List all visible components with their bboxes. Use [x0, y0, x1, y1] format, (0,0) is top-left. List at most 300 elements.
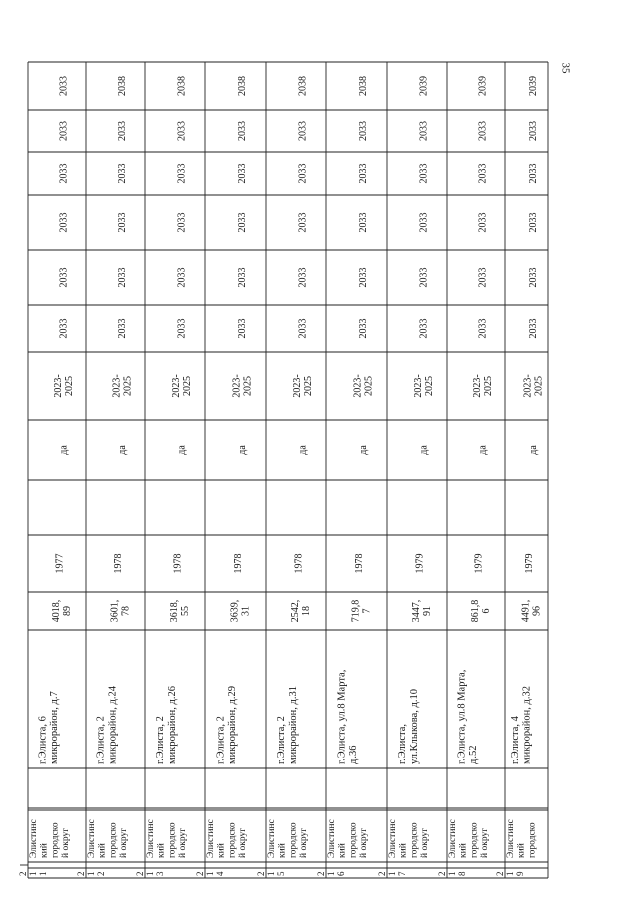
year-2-cell-line: 2033 [418, 267, 430, 288]
period-cell [53, 374, 75, 397]
flag-cell [59, 445, 70, 455]
year-3-cell [237, 213, 248, 233]
period-cell-line: 2025 [424, 376, 435, 396]
year-1-cell-line: 2033 [58, 318, 70, 339]
year-4-cell [358, 164, 369, 184]
built-year-cell [233, 554, 244, 574]
year-1-cell-line: 2033 [297, 318, 309, 339]
address-cell-line: г.Элиста, 2 [95, 716, 107, 764]
period-cell [232, 374, 254, 397]
flag-cell [478, 445, 489, 455]
year-6-cell-line: 2039 [528, 76, 539, 96]
district-cell-line: й округ [479, 827, 490, 858]
area-cell-line: 3618, [169, 599, 180, 623]
area-cell-line: 31 [240, 606, 252, 616]
year-2-cell-line: 2033 [528, 267, 539, 288]
flag-cell [528, 445, 539, 455]
period-cell-line: 2023- [352, 374, 364, 398]
area-cell-line: 2542, [290, 599, 301, 623]
period-cell-line: 2023- [413, 374, 424, 398]
district-cell-line: городско [527, 822, 538, 858]
district-cell [146, 819, 188, 858]
flag-cell-line: да [528, 445, 539, 455]
period-cell-line: 2023- [292, 374, 303, 398]
row-number-cell-line: 6 [336, 871, 347, 876]
built-year-cell [173, 554, 184, 574]
built-year-cell-line: 1977 [54, 553, 66, 574]
row-number-cell-line: 1 [28, 871, 39, 876]
year-5-cell [478, 121, 489, 141]
year-3-cell-line: 2033 [528, 212, 539, 233]
built-year-cell [354, 554, 365, 574]
address-cell-line: микрорайон, д.7 [49, 691, 61, 764]
area-cell-line: 6 [481, 608, 492, 614]
built-year-cell [55, 554, 66, 574]
year-5-cell-line: 2033 [297, 121, 309, 141]
year-2-cell [298, 268, 309, 288]
district-cell-line: Элистинс [146, 819, 156, 858]
year-3-cell-line: 2033 [176, 212, 188, 233]
built-year-cell-line: 1978 [172, 553, 184, 574]
district-cell-line: кий [156, 843, 167, 858]
year-6-cell-line: 2039 [418, 76, 430, 96]
flag-cell [117, 445, 128, 455]
row-number-cell-line: 1 [266, 871, 277, 876]
address-cell-line: г.Элиста, ул.8 Марта, [336, 669, 348, 764]
period-cell-line: 2023- [171, 374, 182, 398]
row-number-cell [377, 871, 407, 876]
flag-cell-line: да [297, 445, 309, 455]
year-1-cell-line: 2033 [176, 318, 188, 339]
period-cell-line: 2023- [53, 374, 64, 398]
year-3-cell-line: 2033 [477, 212, 489, 233]
period-cell [523, 374, 545, 397]
year-6-cell [358, 76, 369, 96]
year-6-cell-line: 2038 [358, 76, 369, 96]
period-cell [171, 374, 193, 397]
period-cell-line: 2023- [472, 374, 483, 398]
year-4-cell-line: 2033 [297, 163, 309, 184]
year-5-cell-line: 2033 [528, 121, 539, 141]
district-cell [206, 819, 248, 858]
year-4-cell [237, 164, 248, 184]
year-1-cell-line: 2033 [477, 318, 489, 339]
row-number-cell-line: 2 [96, 871, 107, 876]
district-cell-line: кий [97, 843, 108, 858]
built-year-cell-line: 1979 [414, 553, 426, 574]
district-cell-line: городско [469, 822, 480, 858]
year-3-cell-line: 2033 [418, 212, 430, 233]
period-cell-line: 2025 [242, 376, 254, 396]
district-cell-line: Элистинс [267, 819, 277, 858]
row-number-cell-line: 1 [326, 871, 337, 876]
row-number-cell-line: 2 [135, 871, 145, 876]
address-cell-line: д.36 [348, 745, 360, 764]
year-1-cell [358, 319, 369, 339]
address-cell [96, 685, 119, 764]
row-number-cell-line: 3 [155, 871, 166, 876]
row-number-cell [76, 872, 106, 877]
flag-cell-line: да [418, 445, 430, 455]
row-number-cell-line: 7 [397, 871, 408, 876]
period-cell [112, 374, 134, 397]
year-5-cell-line: 2033 [237, 121, 248, 141]
area-cell [230, 600, 252, 623]
district-cell [506, 819, 537, 858]
year-3-cell [177, 213, 188, 233]
area-cell-line: 96 [531, 606, 543, 616]
period-cell [472, 374, 494, 397]
row-number-cell [316, 871, 346, 876]
row-number-cell-line: 2 [18, 871, 28, 876]
area-cell-line: 3639, [229, 599, 241, 623]
district-cell-line: й округ [358, 827, 369, 858]
year-3-cell-line: 2033 [237, 212, 248, 233]
flag-cell [358, 445, 369, 455]
area-cell-line: 4491, [520, 599, 532, 623]
address-cell [155, 686, 178, 764]
period-cell-line: 2025 [533, 376, 545, 396]
year-5-cell-line: 2033 [58, 121, 70, 141]
row-number-cell [18, 872, 48, 877]
district-cell-line: й округ [177, 827, 188, 858]
period-cell-line: 2025 [64, 376, 75, 396]
area-cell-line: 18 [301, 606, 312, 616]
year-6-cell-line: 2038 [297, 76, 309, 96]
built-year-cell-line: 1979 [524, 553, 535, 574]
built-year-cell [524, 554, 535, 574]
year-2-cell-line: 2033 [58, 267, 70, 288]
district-cell [87, 819, 129, 858]
row-number-cell-line: 1 [145, 871, 156, 876]
period-cell [413, 374, 435, 397]
district-cell-line: Элистинс [388, 819, 398, 858]
flag-cell-line: да [477, 445, 489, 455]
address-cell-line: г.Элиста, 2 [215, 716, 227, 764]
area-cell-line: 3601, [109, 599, 121, 623]
flag-cell-line: да [117, 445, 128, 455]
year-2-cell [177, 268, 188, 288]
year-2-cell [237, 268, 248, 288]
area-cell [51, 600, 73, 623]
year-5-cell [117, 121, 128, 141]
flag-cell-line: да [176, 445, 188, 455]
year-4-cell-line: 2033 [176, 163, 188, 184]
area-cell-line: 719,8 [350, 599, 362, 623]
year-6-cell-line: 2038 [176, 76, 188, 96]
year-5-cell-line: 2033 [358, 121, 369, 141]
area-cell-line: 78 [120, 606, 132, 616]
period-cell-line: 2025 [303, 376, 314, 396]
year-4-cell [59, 164, 70, 184]
area-cell [521, 600, 543, 623]
row-number-cell-line: 8 [457, 871, 468, 876]
address-cell-line: микрорайон, д.24 [107, 686, 119, 764]
year-5-cell [237, 121, 248, 141]
built-year-cell-line: 1979 [473, 553, 485, 574]
year-1-cell-line: 2033 [237, 318, 248, 339]
address-cell-line: микрорайон, д.31 [287, 686, 299, 764]
flag-cell-line: да [358, 445, 369, 455]
year-1-cell [177, 319, 188, 339]
built-year-cell-line: 1978 [293, 553, 305, 574]
year-2-cell-line: 2033 [358, 267, 369, 288]
row-number-cell [195, 871, 225, 876]
area-cell [411, 600, 433, 623]
row-number-cell [437, 871, 467, 876]
built-year-cell-line: 1978 [354, 553, 365, 574]
district-cell-line: й округ [298, 827, 309, 858]
year-4-cell [419, 164, 430, 184]
address-cell-line: ул.Клыкова, д.10 [408, 689, 420, 764]
year-4-cell-line: 2033 [418, 163, 430, 184]
row-number-cell-line: 4 [215, 871, 226, 876]
year-1-cell [237, 319, 248, 339]
year-2-cell-line: 2033 [176, 267, 188, 288]
period-cell-line: 2023- [522, 374, 534, 398]
district-cell [29, 819, 71, 858]
built-year-cell-line: 1978 [113, 553, 124, 574]
year-5-cell-line: 2033 [477, 121, 489, 141]
district-cell [327, 819, 369, 858]
year-6-cell [177, 76, 188, 96]
area-cell [470, 600, 492, 623]
year-3-cell [528, 213, 539, 233]
year-5-cell-line: 2033 [117, 121, 128, 141]
row-number-cell [495, 871, 525, 876]
row-number-cell-line: 1 [38, 871, 49, 876]
flag-cell [177, 445, 188, 455]
district-cell-line: Элистинс [206, 819, 216, 858]
row-number-cell-line: 1 [505, 871, 516, 876]
row-number-cell-line: 2 [195, 871, 205, 876]
year-4-cell [478, 164, 489, 184]
area-cell-line: 4018, [51, 599, 62, 623]
flag-cell-line: да [58, 445, 70, 455]
year-6-cell [237, 76, 248, 96]
year-2-cell-line: 2033 [477, 267, 489, 288]
period-cell-line: 2023- [231, 374, 243, 398]
address-cell-line: г.Элиста, [397, 723, 408, 764]
row-number-cell-line: 9 [515, 871, 526, 876]
row-number-cell-line: 2 [495, 871, 505, 876]
area-cell [169, 600, 191, 623]
year-4-cell [177, 164, 188, 184]
year-5-cell-line: 2033 [176, 121, 188, 141]
year-6-cell [528, 76, 539, 96]
area-cell-line: 55 [180, 606, 191, 616]
year-5-cell [177, 121, 188, 141]
year-1-cell [298, 319, 309, 339]
year-6-cell-line: 2039 [477, 76, 489, 96]
period-cell-line: 2023- [111, 374, 123, 398]
year-2-cell [419, 268, 430, 288]
district-cell-line: Элистинс [87, 819, 97, 858]
year-1-cell-line: 2033 [358, 318, 369, 339]
district-cell-line: кий [398, 843, 409, 858]
district-cell-line: городско [288, 822, 299, 858]
year-4-cell-line: 2033 [528, 163, 539, 184]
district-cell-line: й округ [419, 827, 430, 858]
area-cell-line: 861,8 [470, 599, 481, 623]
year-1-cell-line: 2033 [117, 318, 128, 339]
year-2-cell [59, 268, 70, 288]
address-cell [510, 686, 533, 764]
period-cell [292, 374, 314, 397]
built-year-cell [415, 554, 426, 574]
built-year-cell [113, 554, 124, 574]
address-cell [397, 689, 420, 764]
area-cell [351, 600, 373, 623]
flag-cell [298, 445, 309, 455]
row-number-cell-line: 5 [276, 871, 287, 876]
year-4-cell [528, 164, 539, 184]
district-cell-line: Элистинс [506, 819, 516, 858]
year-2-cell-line: 2033 [117, 267, 128, 288]
district-cell-line: й округ [118, 827, 129, 858]
district-cell-line: кий [277, 843, 288, 858]
year-4-cell [117, 164, 128, 184]
row-number-cell-line: 1 [387, 871, 398, 876]
year-4-cell-line: 2033 [117, 163, 128, 184]
row-number-cell-line: 2 [437, 871, 447, 876]
year-1-cell [478, 319, 489, 339]
district-cell-line: городско [227, 822, 238, 858]
year-3-cell-line: 2033 [117, 212, 128, 233]
year-4-cell-line: 2033 [237, 163, 248, 184]
district-cell-line: й округ [60, 827, 71, 858]
address-cell-line: г.Элиста, 6 [37, 716, 49, 764]
year-3-cell [298, 213, 309, 233]
address-cell [37, 691, 60, 764]
address-cell [215, 686, 238, 764]
period-cell-line: 2025 [122, 376, 134, 396]
year-2-cell [358, 268, 369, 288]
district-cell-line: городско [108, 822, 119, 858]
year-2-cell-line: 2033 [237, 267, 248, 288]
row-number-cell-line: 2 [377, 871, 387, 876]
address-cell-line: д.52 [468, 745, 480, 764]
district-cell-line: кий [39, 843, 50, 858]
year-5-cell [419, 121, 430, 141]
year-6-cell [117, 76, 128, 96]
district-cell-line: кий [516, 843, 527, 858]
row-number-cell-line: 2 [316, 871, 326, 876]
year-3-cell [358, 213, 369, 233]
built-year-cell [474, 554, 485, 574]
address-cell-line: микрорайон, д.29 [227, 686, 239, 764]
year-3-cell [478, 213, 489, 233]
flag-cell-line: да [237, 445, 248, 455]
period-cell-line: 2025 [182, 376, 193, 396]
year-2-cell [117, 268, 128, 288]
address-cell [336, 670, 359, 764]
year-3-cell-line: 2033 [58, 212, 70, 233]
district-cell-line: кий [337, 843, 348, 858]
year-3-cell [59, 213, 70, 233]
row-number-cell [135, 871, 165, 876]
area-cell-line: 89 [62, 606, 73, 616]
address-cell-line: г.Элиста, ул.8 Марта, [456, 669, 468, 764]
year-4-cell-line: 2033 [477, 163, 489, 184]
year-2-cell [478, 268, 489, 288]
year-6-cell-line: 2038 [237, 76, 248, 96]
area-cell [110, 600, 132, 623]
table-cells [18, 76, 545, 876]
year-6-cell [478, 76, 489, 96]
year-6-cell-line: 2038 [117, 76, 128, 96]
district-cell-line: городско [348, 822, 359, 858]
district-cell-line: Элистинс [327, 819, 337, 858]
district-cell [448, 819, 490, 858]
year-1-cell-line: 2033 [528, 318, 539, 339]
district-cell-line: городско [50, 822, 61, 858]
year-5-cell [59, 121, 70, 141]
district-cell-line: городско [167, 822, 178, 858]
row-number-cell-line: 1 [86, 871, 97, 876]
district-cell [267, 819, 309, 858]
year-5-cell [358, 121, 369, 141]
district-cell [388, 819, 430, 858]
year-1-cell [528, 319, 539, 339]
address-cell-line: г.Элиста, 4 [509, 716, 521, 764]
row-number-cell [256, 871, 286, 876]
year-1-cell-line: 2033 [418, 318, 430, 339]
row-number-cell-line: 2 [256, 871, 266, 876]
address-cell [456, 670, 479, 764]
area-cell-line: 91 [422, 606, 433, 616]
period-cell [353, 374, 375, 397]
address-cell-line: г.Элиста, 2 [155, 716, 166, 764]
built-year-cell [294, 554, 305, 574]
flag-cell [237, 445, 248, 455]
year-6-cell [419, 76, 430, 96]
address-cell-line: микрорайон, д.32 [521, 686, 533, 764]
built-year-cell-line: 1978 [233, 553, 244, 574]
year-3-cell [117, 213, 128, 233]
district-cell-line: кий [216, 843, 227, 858]
year-4-cell-line: 2033 [58, 163, 70, 184]
year-6-cell [59, 76, 70, 96]
year-6-cell [298, 76, 309, 96]
year-5-cell [528, 121, 539, 141]
row-number-cell-line: 2 [76, 871, 86, 876]
address-cell [276, 686, 299, 764]
year-3-cell [419, 213, 430, 233]
area-cell-line: 7 [361, 608, 373, 614]
district-cell-line: Элистинс [29, 819, 39, 858]
district-cell-line: кий [458, 843, 469, 858]
year-5-cell-line: 2033 [418, 121, 430, 141]
period-cell-line: 2025 [483, 376, 494, 396]
flag-cell [419, 445, 430, 455]
year-4-cell-line: 2033 [358, 163, 369, 184]
district-cell-line: городско [409, 822, 420, 858]
period-cell-line: 2025 [363, 376, 375, 396]
row-number-cell-line: 1 [447, 871, 458, 876]
area-cell [290, 600, 312, 623]
district-cell-line: Элистинс [448, 819, 458, 858]
year-1-cell [59, 319, 70, 339]
year-1-cell [419, 319, 430, 339]
year-2-cell [528, 268, 539, 288]
year-4-cell [298, 164, 309, 184]
year-5-cell [298, 121, 309, 141]
address-cell-line: микрорайон, д.26 [166, 686, 178, 764]
district-cell-line: й округ [237, 827, 248, 858]
year-2-cell-line: 2033 [297, 267, 309, 288]
area-cell-line: 3447, [411, 599, 422, 623]
